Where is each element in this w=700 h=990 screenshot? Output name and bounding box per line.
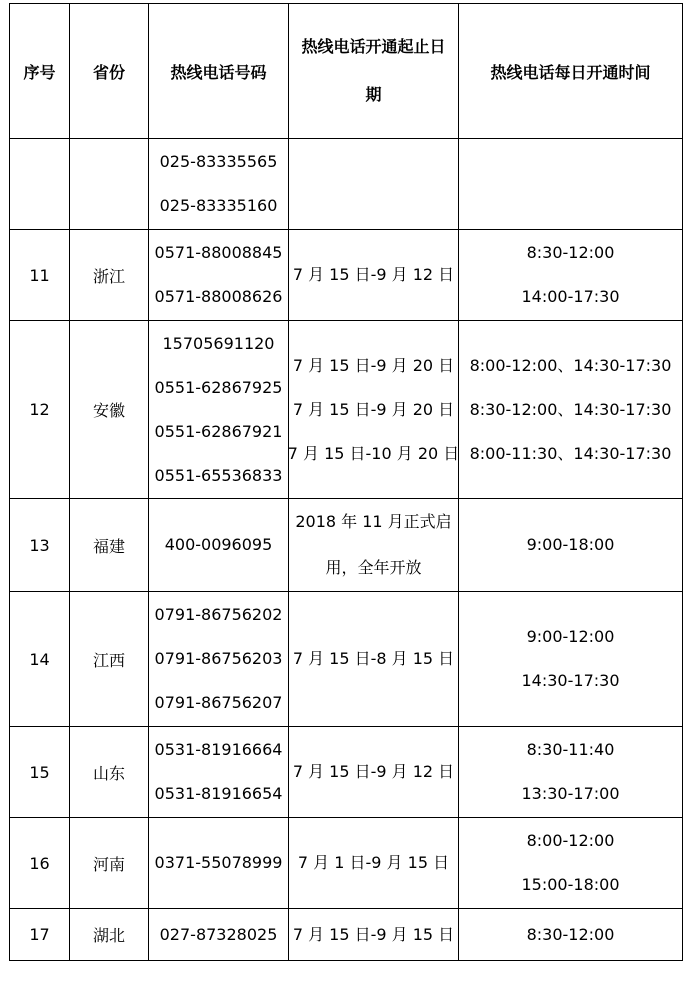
table-row <box>10 230 683 321</box>
hours-cell-line: 8:30-12:00 <box>526 243 615 262</box>
phone-cell <box>149 499 289 592</box>
phone-cell-line: 025-83335160 <box>159 196 278 215</box>
hours-cell <box>459 727 683 818</box>
hours-cell-line: 9:00-12:00 <box>526 627 615 646</box>
dates-cell <box>289 230 459 321</box>
hours-cell <box>459 321 683 499</box>
hours-cell <box>459 230 683 321</box>
hotline-table <box>9 3 683 961</box>
hours-cell <box>459 818 683 909</box>
table-header-row <box>10 4 683 139</box>
table-row <box>10 321 683 499</box>
dates-cell <box>289 499 459 592</box>
province-cell: 安徽 <box>70 321 149 499</box>
phone-cell <box>149 909 289 961</box>
hours-cell-line: 15:00-18:00 <box>521 875 620 894</box>
phone-cell-line: 0551-62867925 <box>154 377 283 397</box>
province-cell: 山东 <box>70 727 149 818</box>
phone-cell-line: 400-0096095 <box>164 535 273 554</box>
header-seq: 序号 <box>10 4 70 139</box>
hours-cell-line: 8:30-11:40 <box>526 740 615 759</box>
header-dates <box>289 4 459 139</box>
seq-cell: 12 <box>10 321 70 499</box>
hours-cell-line: 9:00-18:00 <box>526 535 615 554</box>
phone-cell <box>149 592 289 727</box>
province-cell: 湖北 <box>70 909 149 961</box>
phone-cell-line: 0791-86756207 <box>154 693 283 712</box>
province-cell <box>70 139 149 230</box>
hours-cell <box>459 499 683 592</box>
hours-cell <box>459 139 683 230</box>
seq-cell: 14 <box>10 592 70 727</box>
dates-cell-line: 7 月 15 日-9 月 12 日 <box>292 762 455 781</box>
hours-cell <box>459 592 683 727</box>
dates-cell-line: 7 月 15 日-9 月 20 日 <box>292 399 455 419</box>
phone-cell-line: 0551-65536833 <box>154 465 283 485</box>
hours-cell-line: 8:30-12:00、14:30-17:30 <box>469 399 672 419</box>
phone-cell-line: 0531-81916664 <box>154 740 283 759</box>
province-cell: 河南 <box>70 818 149 909</box>
seq-cell: 15 <box>10 727 70 818</box>
seq-cell: 13 <box>10 499 70 592</box>
hotline-document <box>9 3 683 961</box>
header-dates-line1: 热线电话开通起止日 <box>301 37 446 56</box>
hours-cell-line: 8:00-12:00 <box>526 831 615 850</box>
phone-cell <box>149 727 289 818</box>
seq-cell <box>10 139 70 230</box>
seq-cell: 16 <box>10 818 70 909</box>
hours-cell-line: 8:00-11:30、14:30-17:30 <box>469 443 672 463</box>
dates-cell <box>289 727 459 818</box>
table-row <box>10 499 683 592</box>
phone-cell-line: 0571-88008845 <box>154 243 283 262</box>
dates-cell-line: 7 月 15 日-9 月 20 日 <box>292 355 455 375</box>
phone-cell-line: 0571-88008626 <box>154 287 283 306</box>
phone-cell-line: 0531-81916654 <box>154 784 283 803</box>
header-dates-line2: 期 <box>365 85 382 104</box>
hours-cell <box>459 909 683 961</box>
phone-cell <box>149 818 289 909</box>
table-row <box>10 909 683 961</box>
dates-cell-line: 2018 年 11 月正式启 <box>295 512 452 531</box>
province-cell: 江西 <box>70 592 149 727</box>
phone-cell-line: 025-83335565 <box>159 152 278 171</box>
dates-cell-line: 7 月 15 日-8 月 15 日 <box>292 649 455 668</box>
phone-cell <box>149 321 289 499</box>
dates-cell <box>289 909 459 961</box>
hours-cell-line: 14:00-17:30 <box>521 287 620 306</box>
phone-cell-line: 0791-86756202 <box>154 605 283 624</box>
dates-cell <box>289 592 459 727</box>
hours-cell-line: 14:30-17:30 <box>521 671 620 690</box>
phone-cell-line: 0791-86756203 <box>154 649 283 668</box>
dates-cell-line: 7 月 1 日-9 月 15 日 <box>297 853 450 872</box>
table-row <box>10 139 683 230</box>
header-province: 省份 <box>70 4 149 139</box>
dates-cell-line: 7 月 15 日-10 月 20 日 <box>287 443 460 463</box>
table-row <box>10 592 683 727</box>
dates-cell-line: 7 月 15 日-9 月 12 日 <box>292 265 455 284</box>
phone-cell-line: 15705691120 <box>162 333 275 353</box>
phone-cell-line: 0371-55078999 <box>154 853 283 872</box>
dates-cell <box>289 818 459 909</box>
phone-cell-line: 0551-62867921 <box>154 421 283 441</box>
hours-cell-line: 8:00-12:00、14:30-17:30 <box>469 355 672 375</box>
province-cell: 浙江 <box>70 230 149 321</box>
seq-cell: 17 <box>10 909 70 961</box>
hours-cell-line: 8:30-12:00 <box>526 924 615 944</box>
header-phone: 热线电话号码 <box>149 4 289 139</box>
phone-cell <box>149 139 289 230</box>
phone-cell-line: 027-87328025 <box>159 924 278 944</box>
table-row <box>10 727 683 818</box>
dates-cell <box>289 139 459 230</box>
dates-cell-line: 用，全年开放 <box>325 558 422 577</box>
table-row <box>10 818 683 909</box>
phone-cell <box>149 230 289 321</box>
header-hours: 热线电话每日开通时间 <box>459 4 683 139</box>
seq-cell: 11 <box>10 230 70 321</box>
province-cell: 福建 <box>70 499 149 592</box>
hours-cell-line: 13:30-17:00 <box>521 784 620 803</box>
dates-cell <box>289 321 459 499</box>
dates-cell-line: 7 月 15 日-9 月 15 日 <box>292 924 455 944</box>
